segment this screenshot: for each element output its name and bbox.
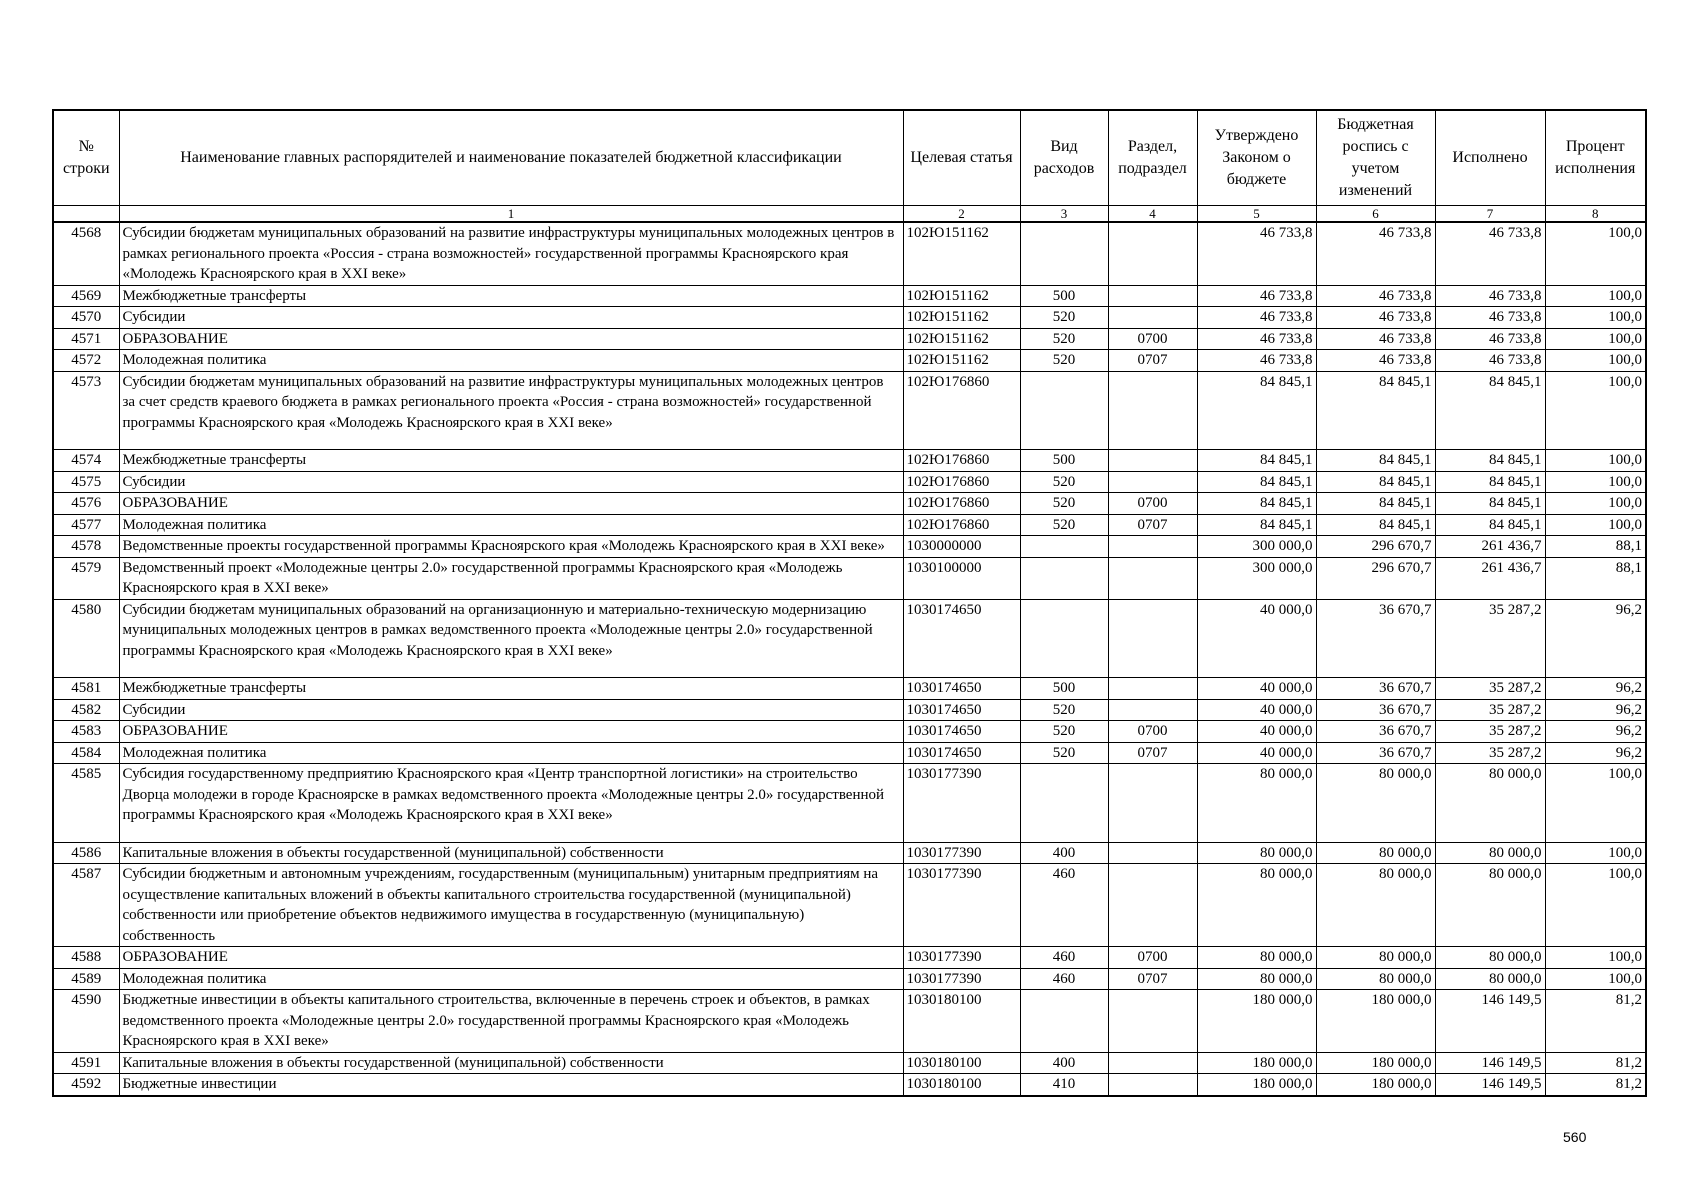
expense-type-cell: 460 xyxy=(1020,968,1108,990)
header-executed: Исполнено xyxy=(1435,110,1545,206)
budget-schedule-cell: 36 670,7 xyxy=(1316,678,1435,700)
approved-amount-cell: 80 000,0 xyxy=(1197,947,1316,969)
percent-cell: 96,2 xyxy=(1545,678,1646,700)
column-number: 5 xyxy=(1197,206,1316,223)
table-row xyxy=(53,764,1646,843)
section-cell xyxy=(1108,307,1197,329)
row-name-cell: Субсидии бюджетам муниципальных образований на развитие инфраструктуры муниципальных молодежных центров в рамках регионального проекта «Россия - страна возможностей» государственной программы Красноярского края «Молодежь Красноярского края в XXI веке» xyxy=(119,222,903,285)
row-name-cell: ОБРАЗОВАНИЕ xyxy=(119,947,903,969)
header-section: Раздел, подраздел xyxy=(1108,110,1197,206)
target-article-cell: 1030174650 xyxy=(903,742,1020,764)
executed-amount-cell: 46 733,8 xyxy=(1435,285,1545,307)
percent-cell: 100,0 xyxy=(1545,371,1646,450)
row-name-cell: Ведомственный проект «Молодежные центры 2.0» государственной программы Красноярского края «Молодежь Красноярского края в XXI веке» xyxy=(119,557,903,599)
column-number: 1 xyxy=(119,206,903,223)
target-article-cell: 1030180100 xyxy=(903,990,1020,1053)
target-article-cell: 1030174650 xyxy=(903,599,1020,678)
approved-amount-cell: 80 000,0 xyxy=(1197,864,1316,947)
table-row xyxy=(53,599,1646,678)
target-article-cell: 1030177390 xyxy=(903,764,1020,843)
percent-cell: 96,2 xyxy=(1545,721,1646,743)
budget-schedule-cell: 84 845,1 xyxy=(1316,450,1435,472)
target-article-cell: 1030000000 xyxy=(903,536,1020,558)
executed-amount-cell: 84 845,1 xyxy=(1435,450,1545,472)
row-number-cell: 4573 xyxy=(53,371,119,450)
expense-type-cell: 520 xyxy=(1020,742,1108,764)
section-cell xyxy=(1108,764,1197,843)
budget-schedule-cell: 180 000,0 xyxy=(1316,1074,1435,1096)
executed-amount-cell: 80 000,0 xyxy=(1435,864,1545,947)
budget-schedule-cell: 36 670,7 xyxy=(1316,721,1435,743)
target-article-cell: 102Ю151162 xyxy=(903,222,1020,285)
executed-amount-cell: 80 000,0 xyxy=(1435,764,1545,843)
percent-cell: 100,0 xyxy=(1545,285,1646,307)
row-name-cell: Молодежная политика xyxy=(119,350,903,372)
section-cell: 0700 xyxy=(1108,721,1197,743)
budget-schedule-cell: 46 733,8 xyxy=(1316,350,1435,372)
table-row xyxy=(53,557,1646,599)
percent-cell: 100,0 xyxy=(1545,307,1646,329)
table-row xyxy=(53,742,1646,764)
expense-type-cell xyxy=(1020,557,1108,599)
percent-cell: 100,0 xyxy=(1545,842,1646,864)
percent-cell: 100,0 xyxy=(1545,471,1646,493)
expense-type-cell: 520 xyxy=(1020,493,1108,515)
section-cell xyxy=(1108,842,1197,864)
approved-amount-cell: 46 733,8 xyxy=(1197,350,1316,372)
expense-type-cell: 520 xyxy=(1020,350,1108,372)
approved-amount-cell: 80 000,0 xyxy=(1197,968,1316,990)
row-name-cell: Капитальные вложения в объекты государственной (муниципальной) собственности xyxy=(119,1052,903,1074)
budget-schedule-cell: 80 000,0 xyxy=(1316,764,1435,843)
percent-cell: 96,2 xyxy=(1545,599,1646,678)
row-number-cell: 4572 xyxy=(53,350,119,372)
column-number: 7 xyxy=(1435,206,1545,223)
budget-schedule-cell: 80 000,0 xyxy=(1316,864,1435,947)
budget-schedule-cell: 36 670,7 xyxy=(1316,599,1435,678)
row-number-cell: 4579 xyxy=(53,557,119,599)
table-row xyxy=(53,371,1646,450)
approved-amount-cell: 300 000,0 xyxy=(1197,557,1316,599)
row-name-cell: Субсидии бюджетам муниципальных образований на развитие инфраструктуры муниципальных молодежных центров за счет средств краевого бюджета в рамках регионального проекта «Россия - страна возможностей» государственной программы Красноярского края «Молодежь Красноярского края в XXI веке» xyxy=(119,371,903,450)
percent-cell: 100,0 xyxy=(1545,864,1646,947)
section-cell: 0707 xyxy=(1108,514,1197,536)
header-row-number: № строки xyxy=(53,110,119,206)
row-number-cell: 4586 xyxy=(53,842,119,864)
row-name-cell: Субсидии бюджетным и автономным учреждениям, государственным (муниципальным) унитарным предприятиям на осуществление капитальных вложений в объекты капитального строительства государственной (муниципальной) собственности или приобретение объектов недвижимого имущества в государственную (муниципальную) собственность xyxy=(119,864,903,947)
executed-amount-cell: 80 000,0 xyxy=(1435,842,1545,864)
executed-amount-cell: 261 436,7 xyxy=(1435,536,1545,558)
approved-amount-cell: 84 845,1 xyxy=(1197,471,1316,493)
row-number-cell: 4577 xyxy=(53,514,119,536)
target-article-cell: 102Ю176860 xyxy=(903,450,1020,472)
target-article-cell: 1030174650 xyxy=(903,678,1020,700)
table-row xyxy=(53,842,1646,864)
approved-amount-cell: 40 000,0 xyxy=(1197,742,1316,764)
section-cell xyxy=(1108,1052,1197,1074)
budget-schedule-cell: 80 000,0 xyxy=(1316,947,1435,969)
row-name-cell: Субсидии xyxy=(119,307,903,329)
column-number: 2 xyxy=(903,206,1020,223)
row-number-cell: 4574 xyxy=(53,450,119,472)
percent-cell: 81,2 xyxy=(1545,1074,1646,1096)
row-number-cell: 4590 xyxy=(53,990,119,1053)
row-number-cell: 4571 xyxy=(53,328,119,350)
section-cell xyxy=(1108,557,1197,599)
section-cell: 0707 xyxy=(1108,350,1197,372)
row-number-cell: 4587 xyxy=(53,864,119,947)
budget-schedule-cell: 80 000,0 xyxy=(1316,968,1435,990)
row-name-cell: Молодежная политика xyxy=(119,514,903,536)
executed-amount-cell: 146 149,5 xyxy=(1435,990,1545,1053)
section-cell xyxy=(1108,222,1197,285)
table-row xyxy=(53,721,1646,743)
row-name-cell: Субсидии бюджетам муниципальных образований на организационную и материально-техническую модернизацию муниципальных молодежных центров в рамках ведомственного проекта «Молодежные центры 2.0» государственной программы Красноярского края «Молодежь Красноярского края в XXI веке» xyxy=(119,599,903,678)
executed-amount-cell: 80 000,0 xyxy=(1435,968,1545,990)
expense-type-cell: 400 xyxy=(1020,842,1108,864)
expense-type-cell: 500 xyxy=(1020,678,1108,700)
percent-cell: 100,0 xyxy=(1545,350,1646,372)
row-number-cell: 4568 xyxy=(53,222,119,285)
row-name-cell: ОБРАЗОВАНИЕ xyxy=(119,328,903,350)
budget-schedule-cell: 84 845,1 xyxy=(1316,493,1435,515)
target-article-cell: 102Ю176860 xyxy=(903,371,1020,450)
executed-amount-cell: 46 733,8 xyxy=(1435,307,1545,329)
percent-cell: 100,0 xyxy=(1545,514,1646,536)
budget-execution-table xyxy=(52,109,1647,1097)
header-approved: Утверждено Законом о бюджете xyxy=(1197,110,1316,206)
target-article-cell: 1030177390 xyxy=(903,968,1020,990)
section-cell xyxy=(1108,536,1197,558)
row-number-cell: 4585 xyxy=(53,764,119,843)
percent-cell: 88,1 xyxy=(1545,536,1646,558)
expense-type-cell: 520 xyxy=(1020,471,1108,493)
section-cell xyxy=(1108,285,1197,307)
executed-amount-cell: 84 845,1 xyxy=(1435,514,1545,536)
target-article-cell: 1030177390 xyxy=(903,864,1020,947)
section-cell xyxy=(1108,864,1197,947)
percent-cell: 81,2 xyxy=(1545,990,1646,1053)
target-article-cell: 1030180100 xyxy=(903,1074,1020,1096)
row-number-cell: 4582 xyxy=(53,699,119,721)
executed-amount-cell: 146 149,5 xyxy=(1435,1074,1545,1096)
approved-amount-cell: 180 000,0 xyxy=(1197,1074,1316,1096)
header-row xyxy=(53,110,1646,206)
page-number: 560 xyxy=(1563,1129,1587,1145)
row-name-cell: Ведомственные проекты государственной программы Красноярского края «Молодежь Красноярского края в XXI веке» xyxy=(119,536,903,558)
executed-amount-cell: 46 733,8 xyxy=(1435,350,1545,372)
table-body xyxy=(53,222,1646,1096)
approved-amount-cell: 84 845,1 xyxy=(1197,493,1316,515)
expense-type-cell xyxy=(1020,990,1108,1053)
row-number-cell: 4588 xyxy=(53,947,119,969)
percent-cell: 96,2 xyxy=(1545,699,1646,721)
percent-cell: 100,0 xyxy=(1545,493,1646,515)
row-number-cell: 4583 xyxy=(53,721,119,743)
executed-amount-cell: 261 436,7 xyxy=(1435,557,1545,599)
budget-schedule-cell: 46 733,8 xyxy=(1316,285,1435,307)
expense-type-cell: 410 xyxy=(1020,1074,1108,1096)
table-row xyxy=(53,699,1646,721)
target-article-cell: 102Ю176860 xyxy=(903,471,1020,493)
row-name-cell: Капитальные вложения в объекты государственной (муниципальной) собственности xyxy=(119,842,903,864)
target-article-cell: 102Ю176860 xyxy=(903,493,1020,515)
expense-type-cell: 500 xyxy=(1020,450,1108,472)
executed-amount-cell: 84 845,1 xyxy=(1435,371,1545,450)
expense-type-cell xyxy=(1020,764,1108,843)
target-article-cell: 1030177390 xyxy=(903,842,1020,864)
row-number-cell: 4581 xyxy=(53,678,119,700)
budget-schedule-cell: 180 000,0 xyxy=(1316,1052,1435,1074)
row-number-cell: 4584 xyxy=(53,742,119,764)
expense-type-cell: 520 xyxy=(1020,721,1108,743)
budget-schedule-cell: 84 845,1 xyxy=(1316,371,1435,450)
section-cell: 0707 xyxy=(1108,742,1197,764)
section-cell xyxy=(1108,371,1197,450)
row-name-cell: Субсидия государственному предприятию Красноярского края «Центр транспортной логистики» на строительство Дворца молодежи в городе Красноярске в рамках ведомственного проекта «Молодежные центры 2.0» государственной программы Красноярского края «Молодежь Красноярского края в XXI веке» xyxy=(119,764,903,843)
target-article-cell: 1030174650 xyxy=(903,721,1020,743)
row-name-cell: ОБРАЗОВАНИЕ xyxy=(119,493,903,515)
header-target-article: Целевая статья xyxy=(903,110,1020,206)
expense-type-cell: 500 xyxy=(1020,285,1108,307)
column-number: 6 xyxy=(1316,206,1435,223)
expense-type-cell xyxy=(1020,599,1108,678)
row-number-cell: 4575 xyxy=(53,471,119,493)
executed-amount-cell: 35 287,2 xyxy=(1435,599,1545,678)
approved-amount-cell: 46 733,8 xyxy=(1197,285,1316,307)
row-name-cell: Межбюджетные трансферты xyxy=(119,450,903,472)
table-row xyxy=(53,328,1646,350)
executed-amount-cell: 46 733,8 xyxy=(1435,328,1545,350)
target-article-cell: 1030174650 xyxy=(903,699,1020,721)
section-cell: 0707 xyxy=(1108,968,1197,990)
budget-schedule-cell: 296 670,7 xyxy=(1316,557,1435,599)
table-row xyxy=(53,1074,1646,1096)
approved-amount-cell: 180 000,0 xyxy=(1197,990,1316,1053)
table-row xyxy=(53,285,1646,307)
table-row xyxy=(53,493,1646,515)
expense-type-cell: 520 xyxy=(1020,514,1108,536)
executed-amount-cell: 146 149,5 xyxy=(1435,1052,1545,1074)
expense-type-cell: 460 xyxy=(1020,947,1108,969)
row-name-cell: Межбюджетные трансферты xyxy=(119,285,903,307)
row-number-cell: 4591 xyxy=(53,1052,119,1074)
approved-amount-cell: 80 000,0 xyxy=(1197,842,1316,864)
approved-amount-cell: 84 845,1 xyxy=(1197,371,1316,450)
budget-schedule-cell: 36 670,7 xyxy=(1316,699,1435,721)
table-row xyxy=(53,350,1646,372)
approved-amount-cell: 40 000,0 xyxy=(1197,699,1316,721)
section-cell xyxy=(1108,699,1197,721)
budget-schedule-cell: 296 670,7 xyxy=(1316,536,1435,558)
expense-type-cell xyxy=(1020,222,1108,285)
budget-schedule-cell: 84 845,1 xyxy=(1316,471,1435,493)
approved-amount-cell: 180 000,0 xyxy=(1197,1052,1316,1074)
row-number-cell: 4576 xyxy=(53,493,119,515)
executed-amount-cell: 35 287,2 xyxy=(1435,678,1545,700)
table-row xyxy=(53,307,1646,329)
header-percent: Процент исполнения xyxy=(1545,110,1646,206)
budget-schedule-cell: 84 845,1 xyxy=(1316,514,1435,536)
target-article-cell: 1030180100 xyxy=(903,1052,1020,1074)
approved-amount-cell: 40 000,0 xyxy=(1197,678,1316,700)
target-article-cell: 102Ю151162 xyxy=(903,328,1020,350)
table-row xyxy=(53,678,1646,700)
column-number: 4 xyxy=(1108,206,1197,223)
percent-cell: 88,1 xyxy=(1545,557,1646,599)
table-row xyxy=(53,1052,1646,1074)
target-article-cell: 1030100000 xyxy=(903,557,1020,599)
section-cell: 0700 xyxy=(1108,328,1197,350)
table-row xyxy=(53,450,1646,472)
table-row xyxy=(53,514,1646,536)
row-name-cell: Молодежная политика xyxy=(119,968,903,990)
percent-cell: 100,0 xyxy=(1545,328,1646,350)
section-cell xyxy=(1108,450,1197,472)
expense-type-cell: 400 xyxy=(1020,1052,1108,1074)
section-cell: 0700 xyxy=(1108,493,1197,515)
row-number-cell: 4580 xyxy=(53,599,119,678)
percent-cell: 100,0 xyxy=(1545,947,1646,969)
approved-amount-cell: 46 733,8 xyxy=(1197,222,1316,285)
budget-schedule-cell: 80 000,0 xyxy=(1316,842,1435,864)
row-name-cell: Субсидии xyxy=(119,699,903,721)
table-row xyxy=(53,968,1646,990)
budget-schedule-cell: 46 733,8 xyxy=(1316,328,1435,350)
approved-amount-cell: 80 000,0 xyxy=(1197,764,1316,843)
budget-schedule-cell: 180 000,0 xyxy=(1316,990,1435,1053)
table-row xyxy=(53,536,1646,558)
row-name-cell: Субсидии xyxy=(119,471,903,493)
header-expense-type: Вид расходов xyxy=(1020,110,1108,206)
row-name-cell: Межбюджетные трансферты xyxy=(119,678,903,700)
table-row xyxy=(53,990,1646,1053)
expense-type-cell: 520 xyxy=(1020,699,1108,721)
row-number-cell: 4589 xyxy=(53,968,119,990)
expense-type-cell: 520 xyxy=(1020,328,1108,350)
percent-cell: 100,0 xyxy=(1545,764,1646,843)
section-cell xyxy=(1108,678,1197,700)
expense-type-cell xyxy=(1020,536,1108,558)
budget-schedule-cell: 46 733,8 xyxy=(1316,222,1435,285)
budget-schedule-cell: 46 733,8 xyxy=(1316,307,1435,329)
row-name-cell: ОБРАЗОВАНИЕ xyxy=(119,721,903,743)
row-name-cell: Молодежная политика xyxy=(119,742,903,764)
percent-cell: 96,2 xyxy=(1545,742,1646,764)
executed-amount-cell: 80 000,0 xyxy=(1435,947,1545,969)
approved-amount-cell: 84 845,1 xyxy=(1197,514,1316,536)
percent-cell: 100,0 xyxy=(1545,450,1646,472)
approved-amount-cell: 40 000,0 xyxy=(1197,599,1316,678)
executed-amount-cell: 84 845,1 xyxy=(1435,471,1545,493)
expense-type-cell: 520 xyxy=(1020,307,1108,329)
percent-cell: 81,2 xyxy=(1545,1052,1646,1074)
column-number xyxy=(53,206,119,223)
percent-cell: 100,0 xyxy=(1545,222,1646,285)
table-row xyxy=(53,864,1646,947)
executed-amount-cell: 35 287,2 xyxy=(1435,699,1545,721)
table-row xyxy=(53,471,1646,493)
approved-amount-cell: 300 000,0 xyxy=(1197,536,1316,558)
section-cell xyxy=(1108,471,1197,493)
executed-amount-cell: 35 287,2 xyxy=(1435,742,1545,764)
approved-amount-cell: 84 845,1 xyxy=(1197,450,1316,472)
column-numbers-row xyxy=(53,206,1646,223)
approved-amount-cell: 40 000,0 xyxy=(1197,721,1316,743)
executed-amount-cell: 46 733,8 xyxy=(1435,222,1545,285)
target-article-cell: 102Ю151162 xyxy=(903,350,1020,372)
target-article-cell: 102Ю151162 xyxy=(903,285,1020,307)
row-number-cell: 4592 xyxy=(53,1074,119,1096)
executed-amount-cell: 35 287,2 xyxy=(1435,721,1545,743)
row-number-cell: 4578 xyxy=(53,536,119,558)
row-number-cell: 4569 xyxy=(53,285,119,307)
table-row xyxy=(53,222,1646,285)
row-number-cell: 4570 xyxy=(53,307,119,329)
section-cell xyxy=(1108,1074,1197,1096)
target-article-cell: 102Ю176860 xyxy=(903,514,1020,536)
row-name-cell: Бюджетные инвестиции в объекты капитального строительства, включенные в перечень строек и объектов, в рамках ведомственного проекта «Молодежные центры 2.0» государственной программы Красноярского края «Молодежь Красноярского края в XXI веке» xyxy=(119,990,903,1053)
header-name: Наименование главных распорядителей и наименование показателей бюджетной классификации xyxy=(119,110,903,206)
target-article-cell: 1030177390 xyxy=(903,947,1020,969)
section-cell xyxy=(1108,990,1197,1053)
row-name-cell: Бюджетные инвестиции xyxy=(119,1074,903,1096)
header-budget-schedule: Бюджетная роспись с учетом изменений xyxy=(1316,110,1435,206)
target-article-cell: 102Ю151162 xyxy=(903,307,1020,329)
table-row xyxy=(53,947,1646,969)
section-cell xyxy=(1108,599,1197,678)
percent-cell: 100,0 xyxy=(1545,968,1646,990)
budget-schedule-cell: 36 670,7 xyxy=(1316,742,1435,764)
approved-amount-cell: 46 733,8 xyxy=(1197,328,1316,350)
expense-type-cell: 460 xyxy=(1020,864,1108,947)
column-number: 8 xyxy=(1545,206,1646,223)
expense-type-cell xyxy=(1020,371,1108,450)
section-cell: 0700 xyxy=(1108,947,1197,969)
column-number: 3 xyxy=(1020,206,1108,223)
executed-amount-cell: 84 845,1 xyxy=(1435,493,1545,515)
approved-amount-cell: 46 733,8 xyxy=(1197,307,1316,329)
